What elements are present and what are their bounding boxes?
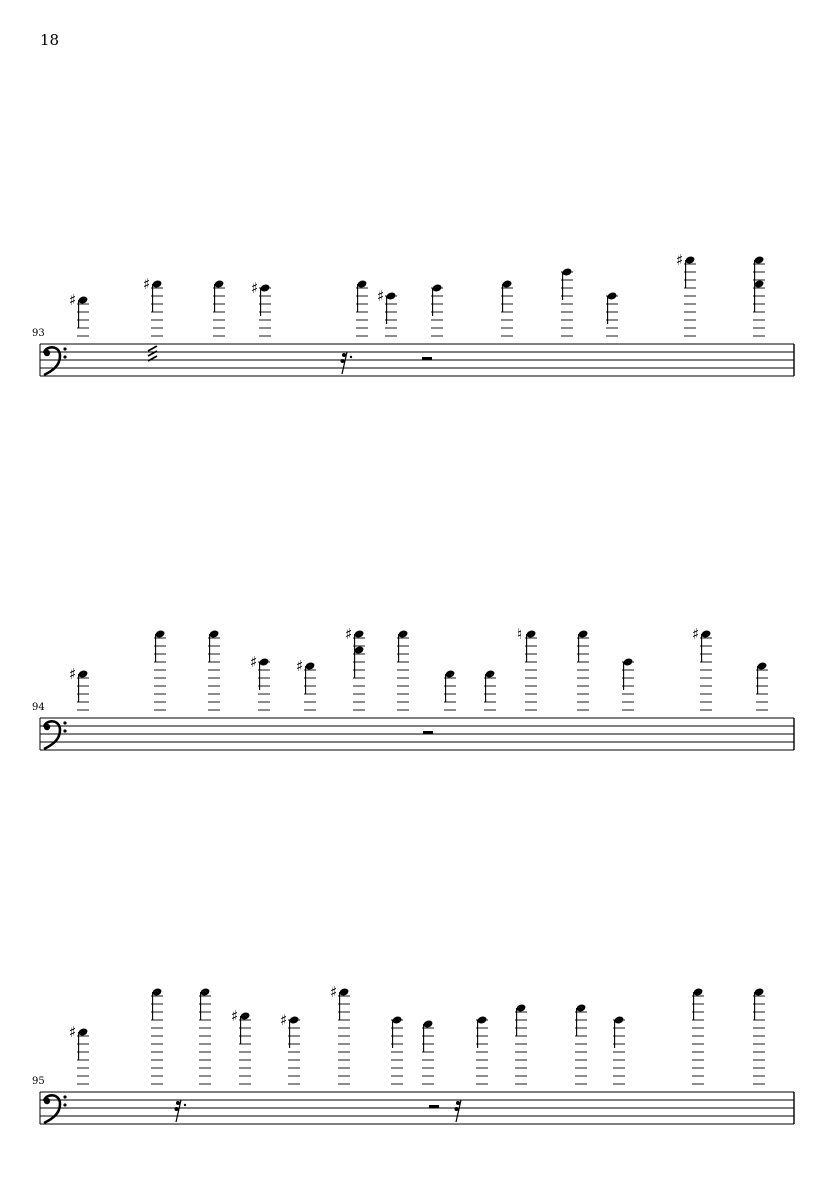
sharp-icon: ♯: [377, 287, 385, 305]
page-number: 18: [40, 31, 60, 49]
sharp-icon: ♯: [692, 625, 700, 643]
notehead: [516, 1003, 527, 1012]
note: [756, 661, 768, 710]
note: [397, 629, 409, 710]
note: [208, 629, 220, 710]
notehead: [754, 279, 765, 288]
measure-number: 93: [32, 328, 45, 339]
notehead: [305, 661, 316, 670]
notehead: [78, 669, 89, 678]
sharp-icon: ♯: [250, 653, 258, 671]
staff-system: [32, 625, 794, 750]
notehead: [152, 279, 163, 288]
note: [391, 1015, 403, 1084]
notehead: [289, 1015, 300, 1024]
note: [296, 657, 316, 710]
notehead: [701, 629, 712, 638]
half-rest: [423, 731, 433, 734]
sharp-icon: ♯: [231, 1007, 239, 1025]
dotted-sixteenth-rest: [341, 352, 353, 374]
sharp-icon: ♯: [676, 251, 684, 269]
notehead: [259, 657, 270, 666]
notehead: [214, 279, 225, 288]
notehead: [423, 1019, 434, 1028]
notehead: [209, 629, 220, 638]
sharp-icon: ♯: [345, 625, 353, 643]
note: [444, 669, 456, 710]
note: [577, 629, 589, 710]
note: [143, 275, 163, 361]
natural-icon: ♮: [517, 625, 523, 643]
notehead: [607, 291, 618, 300]
notehead: [693, 987, 704, 996]
sixteenth-rest: [455, 1100, 462, 1122]
notehead: [685, 255, 696, 264]
notehead: [78, 1027, 89, 1036]
notehead: [562, 267, 573, 276]
notehead: [578, 629, 589, 638]
note: [613, 1015, 625, 1084]
sharp-icon: ♯: [69, 291, 77, 309]
note: [69, 665, 89, 710]
note: [692, 625, 712, 710]
notehead: [526, 629, 537, 638]
note: [330, 983, 350, 1084]
notehead: [78, 295, 89, 304]
note: [476, 1015, 488, 1084]
notehead: [260, 283, 271, 292]
half-rest: [429, 1105, 439, 1108]
notehead: [240, 1011, 251, 1020]
sharp-icon: ♯: [69, 665, 77, 683]
tremolo-slash: [148, 346, 157, 351]
note: [280, 1011, 300, 1084]
note: [251, 279, 271, 336]
staff-system: [32, 983, 794, 1124]
notehead: [200, 987, 211, 996]
note: [199, 987, 211, 1084]
sharp-icon: ♯: [251, 279, 259, 297]
sharp-icon: ♯: [330, 983, 338, 1001]
measure-number: 95: [32, 1076, 45, 1087]
sharp-icon: ♯: [280, 1011, 288, 1029]
bass-clef-icon: [44, 721, 67, 749]
note: [356, 279, 368, 336]
dotted-sixteenth-rest: [175, 1100, 187, 1122]
notehead: [576, 1003, 587, 1012]
notehead: [155, 629, 166, 638]
chord: [753, 255, 765, 336]
note: [231, 1007, 251, 1084]
sharp-icon: ♯: [296, 657, 304, 675]
notehead: [445, 669, 456, 678]
note: [154, 629, 166, 710]
notehead: [357, 279, 368, 288]
notehead: [757, 661, 768, 670]
note: [69, 1023, 89, 1084]
notehead: [502, 279, 513, 288]
measure-number: 94: [32, 702, 45, 713]
notehead: [398, 629, 409, 638]
note: [622, 657, 634, 710]
note: [69, 291, 89, 336]
bass-clef-icon: [44, 347, 67, 375]
note: [250, 653, 270, 710]
note: [151, 987, 163, 1084]
note: [561, 267, 573, 336]
note: [501, 279, 513, 336]
notehead: [392, 1015, 403, 1024]
notehead: [623, 657, 634, 666]
notehead: [754, 255, 765, 264]
note: [484, 669, 496, 710]
notehead: [485, 669, 496, 678]
bass-clef-icon: [44, 1095, 67, 1123]
note: [676, 251, 696, 336]
staff-system: [32, 251, 794, 376]
chord: [345, 625, 365, 710]
notehead: [477, 1015, 488, 1024]
notehead: [432, 283, 443, 292]
notehead: [614, 1015, 625, 1024]
notehead: [354, 645, 365, 654]
note: [753, 987, 765, 1084]
note: [692, 987, 704, 1084]
notehead: [754, 987, 765, 996]
note: [431, 283, 443, 336]
notehead: [386, 291, 397, 300]
note: [606, 291, 618, 336]
note: [422, 1019, 434, 1084]
notehead: [152, 987, 163, 996]
half-rest: [422, 357, 432, 360]
note: [213, 279, 225, 336]
sharp-icon: ♯: [143, 275, 151, 293]
sharp-icon: ♯: [69, 1023, 77, 1041]
notehead: [339, 987, 350, 996]
note: [517, 625, 537, 710]
note: [575, 1003, 587, 1084]
note: [515, 1003, 527, 1084]
notehead: [354, 629, 365, 638]
note: [377, 287, 397, 336]
